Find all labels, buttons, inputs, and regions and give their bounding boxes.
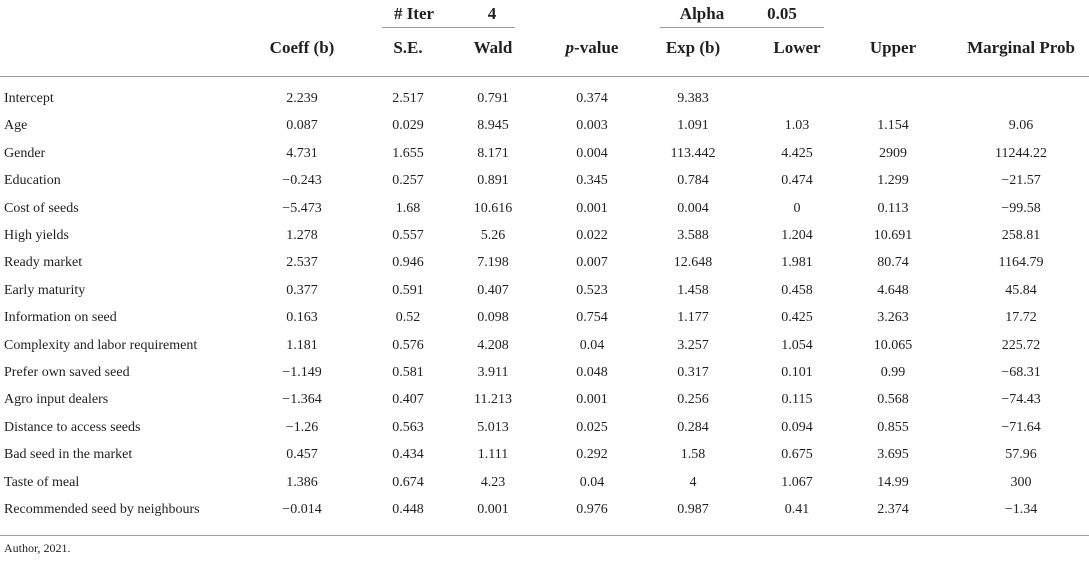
cell-lower: 0.115 xyxy=(781,392,813,408)
col-header-exp: Exp (b) xyxy=(665,38,721,57)
cell-wald: 0.001 xyxy=(477,502,509,517)
row-label: Ready market xyxy=(4,255,83,271)
cell-marginal: −99.58 xyxy=(1001,200,1041,216)
row-label: Distance to access seeds xyxy=(4,419,141,435)
cell-wald: 4.23 xyxy=(480,474,506,490)
cell-exp: 0.317 xyxy=(677,365,709,380)
cell-exp: 3.588 xyxy=(677,228,709,243)
cell-marginal: 57.96 xyxy=(1005,447,1037,463)
cell-p: 0.048 xyxy=(576,365,608,380)
cell-lower: 0.675 xyxy=(781,447,813,463)
footnote: Author, 2021. xyxy=(4,541,71,555)
row-label: Intercept xyxy=(4,91,54,106)
cell-wald: 0.407 xyxy=(477,282,509,298)
col-header-marginal: Marginal Prob xyxy=(967,38,1075,57)
cell-lower: 0.094 xyxy=(781,419,813,435)
cell-p: 0.976 xyxy=(576,502,608,517)
cell-marginal: 45.84 xyxy=(1005,282,1037,298)
cell-p: 0.007 xyxy=(576,255,608,271)
cell-p: 0.292 xyxy=(576,447,608,463)
cell-exp: 0.004 xyxy=(677,200,709,216)
cell-coeff: 2.239 xyxy=(286,91,318,106)
cell-wald: 8.945 xyxy=(477,118,509,134)
cell-se: 0.581 xyxy=(392,365,424,380)
cell-upper: 3.695 xyxy=(877,447,909,463)
cell-exp: 0.987 xyxy=(677,502,709,517)
cell-p: 0.001 xyxy=(576,392,608,408)
cell-wald: 0.891 xyxy=(477,173,509,189)
cell-upper: 80.74 xyxy=(877,255,909,271)
cell-p: 0.374 xyxy=(576,91,608,106)
cell-marginal: 258.81 xyxy=(1001,228,1041,243)
cell-upper: 10.065 xyxy=(873,337,913,353)
cell-upper: 2909 xyxy=(879,145,907,161)
cell-se: 0.576 xyxy=(392,337,424,353)
cell-lower: 1.03 xyxy=(784,118,810,134)
col-header-upper: Upper xyxy=(869,38,917,57)
cell-se: 0.407 xyxy=(392,392,424,408)
row-label: Bad seed in the market xyxy=(4,447,133,463)
cell-lower: 1.067 xyxy=(781,474,813,490)
cell-coeff: 2.537 xyxy=(286,255,318,271)
cell-marginal: 1164.79 xyxy=(998,255,1044,271)
row-label: Early maturity xyxy=(4,282,86,298)
cell-lower: 1.981 xyxy=(781,255,813,271)
row-label: High yields xyxy=(4,228,69,243)
cell-marginal: −1.34 xyxy=(1004,502,1038,517)
cell-wald: 10.616 xyxy=(473,200,513,216)
cell-lower: 0.474 xyxy=(781,173,813,189)
cell-exp: 0.256 xyxy=(677,392,709,408)
cell-wald: 7.198 xyxy=(477,255,509,271)
cell-wald: 3.911 xyxy=(477,365,509,380)
cell-exp: 0.784 xyxy=(677,173,709,189)
cell-upper: 14.99 xyxy=(877,474,909,490)
cell-lower: 0.101 xyxy=(781,365,813,380)
cell-exp: 1.458 xyxy=(677,282,709,298)
row-label: Prefer own saved seed xyxy=(4,365,130,380)
row-label: Age xyxy=(4,118,28,134)
iter-underline xyxy=(382,27,515,28)
cell-p: 0.001 xyxy=(576,200,608,216)
cell-coeff: 0.087 xyxy=(286,118,318,134)
cell-lower: 0.41 xyxy=(784,502,810,517)
cell-upper: 0.113 xyxy=(877,200,909,216)
cell-lower: 0.425 xyxy=(781,310,813,326)
cell-wald: 0.791 xyxy=(477,91,509,106)
iter-label: # Iter xyxy=(393,4,435,23)
alpha-label: Alpha xyxy=(679,4,725,23)
cell-coeff: 1.386 xyxy=(286,474,318,490)
cell-lower: 4.425 xyxy=(781,145,813,161)
col-header-wald: Wald xyxy=(473,38,513,57)
cell-exp: 1.58 xyxy=(680,447,706,463)
bottom-rule xyxy=(0,535,1089,536)
header-rule xyxy=(0,76,1089,77)
col-header-coeff: Coeff (b) xyxy=(269,38,335,57)
cell-marginal: 300 xyxy=(1010,474,1032,490)
cell-exp: 12.648 xyxy=(673,255,713,271)
cell-coeff: −1.26 xyxy=(285,419,319,435)
cell-marginal: −71.64 xyxy=(1001,419,1041,435)
cell-upper: 0.568 xyxy=(877,392,909,408)
cell-p: 0.04 xyxy=(579,474,605,490)
cell-wald: 5.013 xyxy=(477,419,509,435)
row-label: Complexity and labor requirement xyxy=(4,337,198,353)
cell-exp: 4 xyxy=(689,474,697,490)
cell-upper: 1.299 xyxy=(877,173,909,189)
alpha-value: 0.05 xyxy=(767,4,797,23)
cell-upper: 10.691 xyxy=(873,228,913,243)
cell-p: 0.022 xyxy=(576,228,608,243)
cell-coeff: 4.731 xyxy=(286,145,318,161)
cell-marginal: −74.43 xyxy=(1001,392,1041,408)
cell-upper: 1.154 xyxy=(877,118,909,134)
cell-marginal: 9.06 xyxy=(1008,118,1034,134)
row-label: Education xyxy=(4,173,61,189)
cell-upper: 2.374 xyxy=(877,502,909,517)
col-header-se: S.E. xyxy=(393,38,423,57)
cell-p: 0.003 xyxy=(576,118,608,134)
cell-lower: 1.054 xyxy=(781,337,813,353)
cell-lower: 0.458 xyxy=(781,282,813,298)
cell-wald: 1.111 xyxy=(477,447,509,463)
col-header-lower: Lower xyxy=(773,38,821,57)
row-label: Information on seed xyxy=(4,310,117,326)
cell-coeff: 0.457 xyxy=(286,447,318,463)
cell-p: 0.025 xyxy=(576,419,608,435)
cell-exp: 1.177 xyxy=(677,310,709,326)
col-header-p-value xyxy=(566,38,619,58)
alpha-underline xyxy=(660,27,824,28)
cell-coeff: −1.364 xyxy=(282,392,322,408)
cell-coeff: 1.278 xyxy=(286,228,318,243)
p-italic: p xyxy=(565,38,575,57)
cell-exp: 0.284 xyxy=(677,419,709,435)
cell-se: 0.563 xyxy=(392,419,424,435)
cell-lower: 0 xyxy=(793,200,801,216)
cell-wald: 0.098 xyxy=(477,310,509,326)
cell-coeff: 1.181 xyxy=(286,337,318,353)
cell-wald: 8.171 xyxy=(477,145,509,161)
cell-upper: 4.648 xyxy=(877,282,909,298)
cell-p: 0.004 xyxy=(576,145,608,161)
cell-coeff: −5.473 xyxy=(282,200,322,216)
cell-wald: 4.208 xyxy=(477,337,509,353)
cell-se: 0.557 xyxy=(392,228,424,243)
cell-se: 1.68 xyxy=(395,200,421,216)
iter-value: 4 xyxy=(487,4,497,23)
cell-se: 0.946 xyxy=(392,255,424,271)
cell-exp: 3.257 xyxy=(677,337,709,353)
cell-coeff: −0.243 xyxy=(282,173,322,189)
row-label: Agro input dealers xyxy=(4,392,109,408)
cell-marginal: −68.31 xyxy=(1001,365,1041,380)
cell-p: 0.523 xyxy=(576,282,608,298)
cell-se: 0.029 xyxy=(392,118,424,134)
cell-se: 0.434 xyxy=(392,447,424,463)
row-label: Gender xyxy=(4,145,46,161)
row-label: Taste of meal xyxy=(4,474,80,490)
cell-coeff: −1.149 xyxy=(282,365,322,380)
cell-p: 0.345 xyxy=(576,173,608,189)
cell-se: 1.655 xyxy=(392,145,424,161)
cell-coeff: 0.377 xyxy=(286,282,318,298)
cell-marginal: 11244.22 xyxy=(995,145,1047,161)
cell-se: 0.448 xyxy=(392,502,424,517)
cell-upper: 3.263 xyxy=(877,310,909,326)
row-label: Recommended seed by neighbours xyxy=(4,502,200,517)
cell-coeff: −0.014 xyxy=(282,502,322,517)
cell-marginal: 225.72 xyxy=(1001,337,1041,353)
cell-se: 0.52 xyxy=(395,310,421,326)
cell-marginal: −21.57 xyxy=(1001,173,1041,189)
cell-se: 0.257 xyxy=(392,173,424,189)
cell-p: 0.04 xyxy=(579,337,605,353)
cell-upper: 0.855 xyxy=(877,419,909,435)
cell-exp: 113.442 xyxy=(670,145,716,161)
cell-upper: 0.99 xyxy=(880,365,906,380)
cell-p: 0.754 xyxy=(576,310,608,326)
row-label: Cost of seeds xyxy=(4,200,79,216)
cell-wald: 11.213 xyxy=(474,392,512,408)
cell-exp: 9.383 xyxy=(677,91,709,106)
cell-se: 0.674 xyxy=(392,474,424,490)
cell-coeff: 0.163 xyxy=(286,310,318,326)
cell-se: 2.517 xyxy=(392,91,424,106)
cell-wald: 5.26 xyxy=(480,228,506,243)
cell-exp: 1.091 xyxy=(677,118,709,134)
p-rest: -value xyxy=(574,38,619,57)
cell-lower: 1.204 xyxy=(781,228,813,243)
cell-marginal: 17.72 xyxy=(1005,310,1037,326)
cell-se: 0.591 xyxy=(392,282,424,298)
